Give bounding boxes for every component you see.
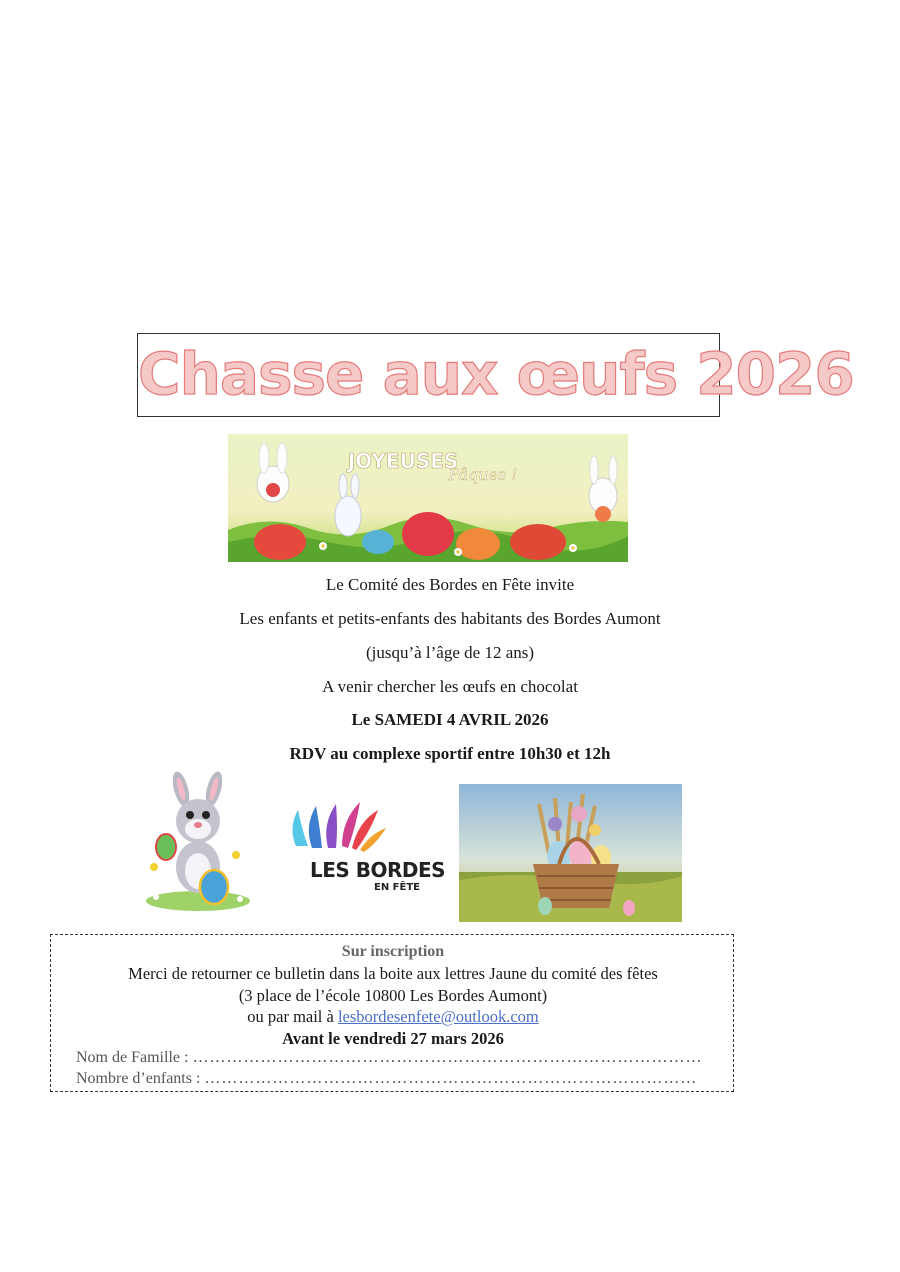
banner-title: JOYEUSES — [347, 449, 459, 473]
family-name-dots: ……………………………………………………………………………… — [192, 1049, 703, 1066]
children-count-dots: …………………………………………………………………………… — [204, 1070, 698, 1087]
purpose-line: A venir chercher les œufs en chocolat — [322, 677, 578, 696]
invite-line: Le Comité des Bordes en Fête invite — [325, 575, 575, 594]
easter-banner-image — [228, 434, 628, 562]
logo-name: LES BORDES — [310, 858, 446, 882]
banner-script: Pâques ! — [448, 465, 518, 484]
family-name-label: Nom de Famille : — [76, 1049, 189, 1066]
title-box — [137, 333, 854, 417]
mail-line — [51, 1007, 735, 1027]
registration-form — [50, 934, 734, 1092]
date-line: Le SAMEDI 4 AVRIL 2026 — [351, 710, 549, 729]
email-link[interactable]: lesbordesenfete@outlook.com — [337, 1007, 539, 1026]
age-line: (jusqu’à l’âge de 12 ans) — [365, 643, 535, 662]
easter-basket-photo — [459, 784, 682, 922]
les-bordes-logo — [286, 800, 446, 900]
return-instructions: Merci de retourner ce bulletin dans la boite aux lettres Jaune du comité des fêtes — [128, 964, 658, 983]
children-count-label: Nombre d’enfants : — [76, 1070, 201, 1087]
rdv-line: RDV au complexe sportif entre 10h30 et 12h — [289, 744, 611, 763]
logo-subtitle: EN FÊTE — [374, 882, 420, 893]
mail-prefix: ou par mail à — [247, 1007, 338, 1026]
audience-line: Les enfants et petits-enfants des habitants des Bordes Aumont — [239, 609, 661, 628]
address-line: (3 place de l’école 10800 Les Bordes Aumont) — [238, 986, 548, 1005]
family-name-field[interactable] — [76, 1049, 702, 1067]
bunny-illustration — [136, 775, 256, 913]
form-heading: Sur inscription — [341, 943, 445, 960]
page-title: Chasse aux œufs 2026 — [138, 340, 854, 408]
deadline-line: Avant le vendredi 27 mars 2026 — [282, 1029, 504, 1048]
children-count-field[interactable] — [76, 1070, 697, 1088]
